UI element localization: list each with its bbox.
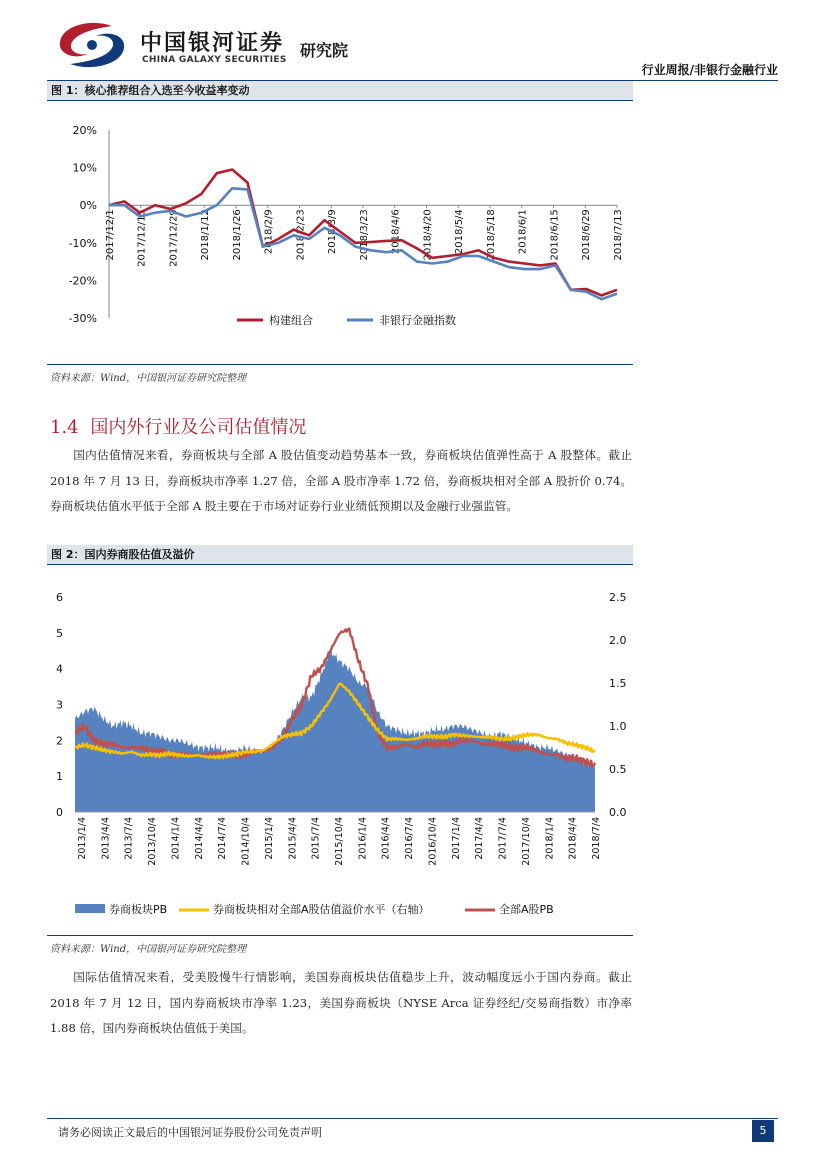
x-tick-label: 2018/4/20 (422, 209, 434, 261)
x-tick-label: 2018/2/23 (295, 209, 307, 261)
x-tick-label: 2018/6/1 (517, 209, 529, 255)
x-tick-label: 2015/4/4 (287, 817, 299, 860)
y-tick-label: 0% (79, 199, 97, 213)
right-y-tick-label: 1.5 (609, 677, 627, 690)
legend-label: 非银行金融指数 (379, 314, 456, 327)
x-tick-label: 2017/12/29 (168, 209, 180, 267)
x-tick-label: 2018/2/9 (263, 209, 275, 255)
y-tick-label: 20% (72, 124, 97, 137)
company-name-en: CHINA GALAXY SECURITIES (142, 55, 287, 65)
page-number: 5 (752, 1120, 774, 1142)
x-tick-label: 2016/1/4 (357, 817, 369, 860)
figure1-source-rule (47, 364, 633, 365)
left-y-tick-label: 0 (56, 806, 63, 819)
company-logo (50, 20, 135, 70)
section-title (50, 413, 306, 439)
x-tick-label: 2013/4/4 (100, 817, 112, 860)
figure1-svg (47, 110, 633, 360)
pb-area (75, 647, 595, 812)
figure1-chart (47, 110, 633, 360)
legend-swatch (75, 904, 105, 913)
x-tick-label: 2014/4/4 (193, 817, 205, 860)
y-tick-label: -20% (68, 274, 97, 288)
x-tick-label: 2014/10/4 (240, 817, 252, 866)
x-tick-label: 2018/6/29 (581, 209, 593, 261)
x-tick-label: 2013/1/4 (77, 817, 88, 860)
figure2-source: 资料来源：Wind，中国银河证券研究院整理 (50, 944, 247, 955)
x-tick-label: 2018/1/4 (544, 817, 556, 860)
footer-disclaimer: 请务必阅读正文最后的中国银河证券股份公司免责声明 (58, 1126, 322, 1139)
x-tick-label: 2015/1/4 (263, 817, 275, 860)
right-y-tick-label: 0.0 (609, 806, 627, 819)
x-tick-label: 2017/7/4 (497, 817, 509, 860)
x-tick-label: 2018/3/23 (359, 209, 370, 261)
legend-label: 全部A股PB (499, 903, 554, 916)
x-tick-label: 2014/7/4 (217, 817, 229, 860)
y-tick-label: -30% (68, 312, 97, 325)
x-tick-label: 2018/7/4 (591, 817, 602, 860)
figure2-title: 图 2：国内券商股估值及溢价 (47, 545, 633, 565)
figure2-chart (47, 580, 633, 935)
x-tick-label: 2013/7/4 (123, 817, 135, 860)
y-tick-label: 10% (72, 161, 97, 175)
x-tick-label: 2018/6/15 (549, 209, 561, 261)
right-y-tick-label: 2.5 (609, 591, 627, 604)
x-tick-label: 2016/4/4 (380, 817, 392, 860)
figure1-title: 图 1：核心推荐组合入选至今收益率变动 (47, 81, 633, 101)
left-y-tick-label: 6 (56, 591, 63, 604)
x-tick-label: 2018/3/9 (327, 209, 339, 255)
x-tick-label: 2018/1/26 (232, 209, 243, 261)
institute-name: 研究院 (300, 41, 349, 60)
galaxy-logo-icon (50, 20, 135, 70)
x-tick-label: 2017/12/15 (136, 209, 148, 267)
right-y-tick-label: 2.0 (609, 634, 627, 647)
figure2-svg (47, 580, 633, 935)
x-tick-label: 2016/7/4 (404, 817, 416, 860)
section-heading: 国内外行业及公司估值情况 (90, 417, 307, 438)
figure1-source: 资料来源：Wind，中国银河证券研究院整理 (50, 373, 247, 384)
footer-rule (47, 1118, 778, 1119)
y-tick-label: -10% (68, 236, 97, 250)
left-y-tick-label: 4 (56, 662, 63, 676)
x-tick-label: 2018/4/6 (390, 209, 402, 255)
legend-label: 券商板块相对全部A股估值溢价水平（右轴） (213, 903, 430, 916)
x-tick-label: 2017/4/4 (474, 817, 486, 860)
x-tick-label: 2018/7/13 (613, 209, 624, 261)
left-y-tick-label: 5 (56, 626, 63, 640)
right-y-tick-label: 0.5 (609, 763, 627, 776)
x-tick-label: 2017/10/4 (520, 817, 532, 866)
left-y-tick-label: 3 (56, 698, 63, 712)
figure2-source-rule (47, 935, 633, 936)
international-valuation-paragraph: 国际估值情况来看，受美股慢牛行情影响，美国券商板块估值稳步上升，波动幅度远小于国内券商。截止 2018 年 7 月 12 日，国内券商板块市净率 1.23，美国券商板块（NYSE Arca 证券经纪/交易商指数）市净率 1.88 倍，国内券商板块估值低于美国。 (50, 970, 632, 1035)
x-tick-label: 2015/7/4 (310, 817, 322, 860)
legend-label: 券商板块PB (109, 903, 168, 916)
x-tick-label: 2018/4/4 (567, 817, 579, 860)
x-tick-label: 2018/5/4 (454, 209, 466, 255)
x-tick-label: 2018/5/18 (486, 209, 497, 261)
legend-label: 构建组合 (269, 314, 313, 327)
x-tick-label: 2018/1/12 (200, 209, 212, 261)
x-tick-label: 2017/1/4 (450, 817, 462, 860)
company-name-cn: 中国银河证券 (140, 31, 285, 56)
x-tick-label: 2013/10/4 (147, 817, 159, 866)
right-y-tick-label: 1.0 (609, 720, 627, 733)
left-y-tick-label: 1 (56, 770, 63, 784)
x-tick-label: 2015/10/4 (334, 817, 345, 866)
report-type: 行业周报/非银行金融行业 (641, 63, 778, 77)
x-tick-label: 2017/12/1 (105, 209, 116, 261)
x-tick-label: 2014/1/4 (170, 817, 182, 860)
left-y-tick-label: 2 (56, 734, 63, 748)
section-number: 1.4 (50, 417, 79, 438)
section-paragraph: 国内估值情况来看，券商板块与全部 A 股估值变动趋势基本一致，券商板块估值弹性高于 A 股整体。截止 2018 年 7 月 13 日，券商板块市净率 1.27 倍，全部 A 股市净率 1.72 倍，券商板块相对全部 A 股折价 0.74。券商板块估值水平低于全部 A 股主要在于市场对证券行业业绩低预期以及金融行业强监管。 (50, 448, 632, 513)
x-tick-label: 2016/10/4 (427, 817, 439, 866)
